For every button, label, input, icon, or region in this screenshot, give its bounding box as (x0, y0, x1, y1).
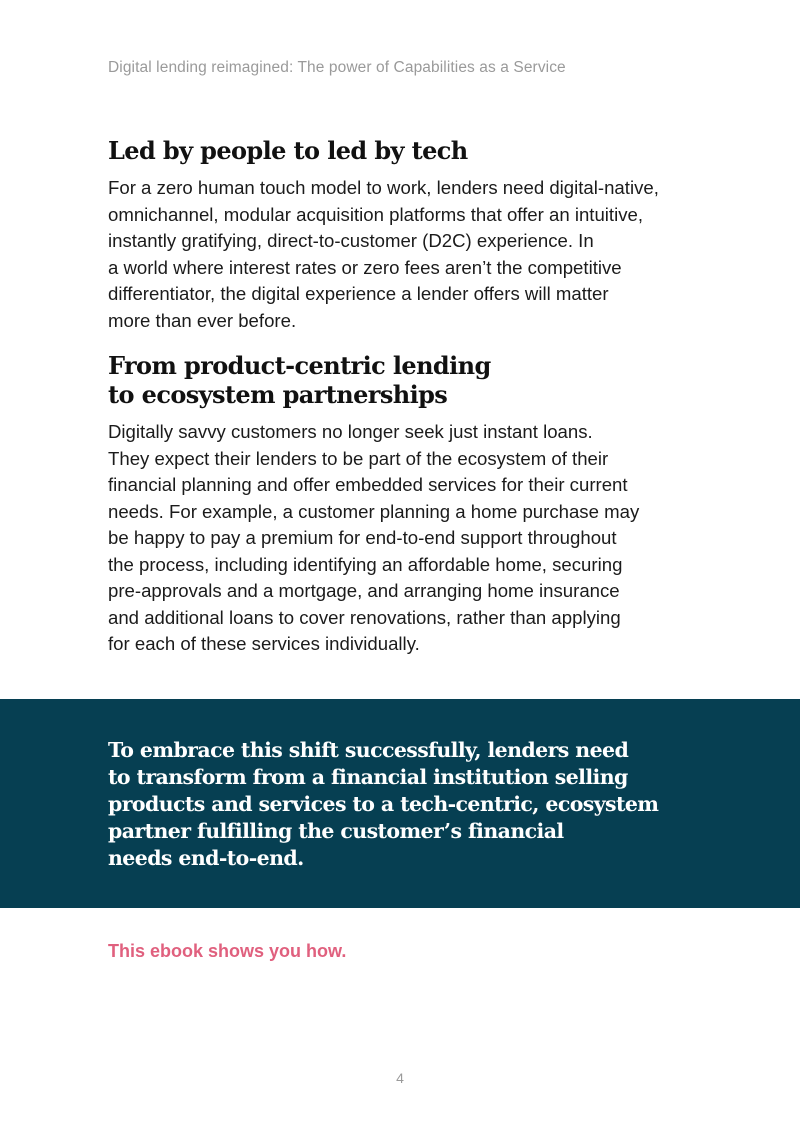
callout-banner (0, 699, 800, 908)
callout-line: To embrace this shift successfully, lenders need (108, 738, 629, 762)
body-line: for each of these services individually. (108, 633, 420, 654)
page-number: 4 (396, 1070, 404, 1086)
callout-line: products and services to a tech-centric, ecosystem (108, 792, 659, 816)
heading-line: From product-centric lending (108, 351, 491, 380)
body-line: differentiator, the digital experience a lender offers will matter (108, 283, 609, 304)
main-content (108, 136, 708, 658)
body-line: be happy to pay a premium for end-to-end support throughout (108, 527, 617, 548)
section-body-led-by-tech (108, 175, 708, 334)
body-line: omnichannel, modular acquisition platforms that offer an intuitive, (108, 203, 644, 225)
body-line: more than ever before. (108, 309, 297, 331)
heading-line: to ecosystem partnerships (108, 380, 448, 409)
section-heading-ecosystem-partnerships (108, 351, 708, 409)
body-line: a world where interest rates or zero fees aren’t the competitive (108, 256, 622, 278)
callout-line: needs end-to-end. (108, 846, 304, 870)
section-body-ecosystem-partnerships (108, 419, 708, 658)
body-line: Digitally savvy customers no longer seek just instant loans. (108, 421, 593, 442)
body-line: and additional loans to cover renovations, rather than applying (108, 606, 621, 628)
heading-line: Led by people to led by tech (108, 136, 468, 165)
running-header: Digital lending reimagined: The power of Capabilities as a Service (108, 59, 566, 76)
callout-line: partner fulfilling the customer’s financial (108, 819, 564, 843)
cta-text: This ebook shows you how. (108, 941, 347, 961)
section-heading-led-by-tech (108, 136, 708, 165)
body-line: needs. For example, a customer planning a home purchase may (108, 500, 640, 522)
callout-quote (108, 737, 658, 872)
body-line: They expect their lenders to be part of the ecosystem of their (108, 447, 609, 469)
body-line: For a zero human touch model to work, lenders need digital-native, (108, 177, 659, 198)
body-line: financial planning and offer embedded services for their current (108, 474, 628, 495)
body-line: instantly gratifying, direct-to-customer (D2C) experience. In (108, 230, 594, 251)
body-line: pre-approvals and a mortgage, and arranging home insurance (108, 580, 620, 601)
body-line: the process, including identifying an affordable home, securing (108, 553, 623, 575)
callout-line: to transform from a financial institution selling (108, 765, 628, 789)
